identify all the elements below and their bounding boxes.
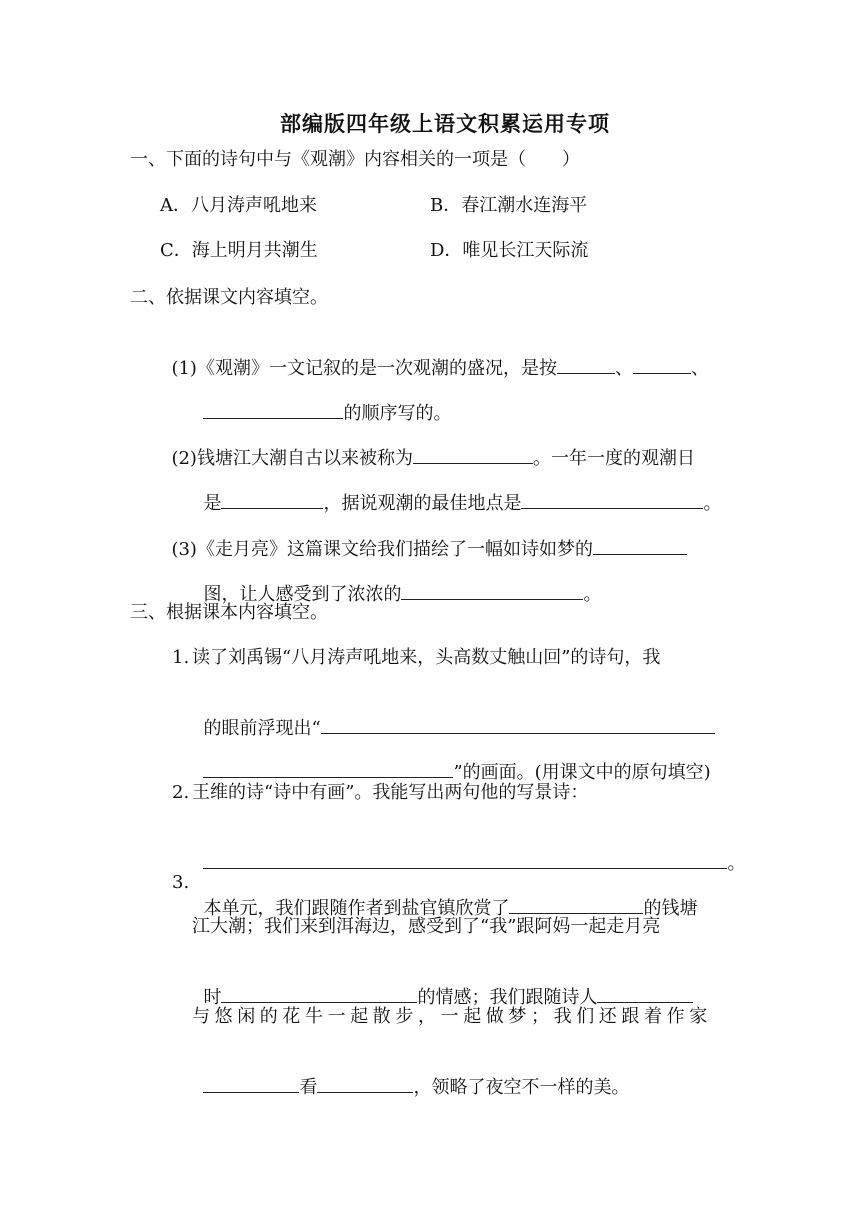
answer-blank[interactable] (413, 445, 533, 464)
answer-blank[interactable] (321, 715, 715, 734)
q2-stem: 二、依据课文内容填空。 (130, 287, 328, 308)
q3-item-3-line5 (192, 1050, 629, 1100)
q3-stem: 三、根据课本内容填空。 (130, 602, 328, 623)
q2-item-3-number: (3) (171, 539, 197, 560)
q2-item-1-end: 的顺序写的。 (343, 403, 452, 424)
q3-item-1-end: ”的画面。(用课文中的原句填空) (453, 762, 711, 783)
answer-blank[interactable] (509, 895, 643, 914)
q3-item-3-text4: 时 (203, 987, 222, 1008)
q1-option-d[interactable]: D．唯见长江天际流 (430, 240, 589, 261)
q3-item-2-cont (192, 826, 745, 876)
q2-item-3-cont (192, 557, 601, 607)
separator: 、 (614, 358, 633, 379)
answer-blank[interactable] (633, 355, 691, 374)
answer-blank[interactable] (317, 1074, 413, 1093)
q3-item-3-line2: 江大潮；我们来到洱海边，感受到了“我”跟阿妈一起走月亮 (192, 916, 661, 937)
answer-blank[interactable] (221, 984, 417, 1003)
q1-option-b[interactable]: B．春江潮水连海平 (430, 195, 588, 216)
q3-item-2-number: 2. (172, 782, 190, 803)
q3-item-3-text2: 的钱塘 (643, 898, 698, 919)
q2-item-1-text: 《观潮》一文记叙的是一次观潮的盛况，是按 (196, 358, 557, 379)
q2-item-3-text2: 图，让人感受到了浓浓的 (203, 584, 402, 605)
q1-option-c[interactable]: C．海上明月共潮生 (160, 240, 318, 261)
q2-item-2-text4: ，据说观潮的最佳地点是 (323, 493, 522, 514)
q2-item-2 (160, 421, 695, 471)
q2-item-2-cont (192, 466, 721, 516)
answer-blank[interactable] (203, 759, 453, 778)
answer-blank[interactable] (557, 355, 615, 374)
q1-option-a[interactable]: A．八月涛声吼地来 (160, 195, 317, 216)
answer-blank[interactable] (203, 1074, 299, 1093)
answer-blank[interactable] (401, 581, 583, 600)
answer-blank[interactable] (593, 536, 687, 555)
q3-item-3-line1 (192, 871, 697, 921)
answer-blank[interactable] (203, 850, 727, 869)
q3-item-3-end: ，领略了夜空不一样的美。 (413, 1077, 630, 1098)
answer-blank[interactable] (597, 984, 693, 1003)
q3-item-3-line3 (192, 960, 693, 1010)
q3-item-1-text2: 的眼前浮现出“ (203, 718, 321, 739)
q3-item-3-line4: 与悠闲的花牛一起散步，一起做梦；我们还跟着作家 (192, 1006, 712, 1027)
q1-stem: 一、下面的诗句中与《观潮》内容相关的一项是（ ） (130, 149, 580, 170)
answer-blank[interactable] (221, 490, 323, 509)
separator: 、 (690, 358, 709, 379)
q2-item-3-text: 《走月亮》这篇课文给我们描绘了一幅如诗如梦的 (196, 539, 593, 560)
answer-blank[interactable] (521, 490, 703, 509)
q2-item-1-number: (1) (171, 358, 197, 379)
q3-item-3-text5: 的情感；我们跟随诗人 (417, 987, 598, 1008)
q2-item-1 (160, 331, 709, 381)
q3-item-1-text: 读了刘禹锡“八月涛声吼地来，头高数丈触山回”的诗句，我 (192, 647, 661, 668)
q3-item-1-cont (192, 691, 715, 741)
q2-item-2-text: 钱塘江大潮自古以来被称为 (196, 448, 413, 469)
q3-item-3-number: 3. (172, 872, 190, 893)
q2-item-2-text3: 是 (203, 493, 222, 514)
page-title: 部编版四年级上语文积累运用专项 (280, 111, 610, 136)
answer-blank[interactable] (203, 400, 343, 419)
q2-item-2-number: (2) (171, 448, 197, 469)
q2-item-3 (160, 512, 687, 562)
q3-item-1-cont2 (192, 735, 711, 785)
q3-item-3-text7: 看 (299, 1077, 318, 1098)
q3-item-2-end: 。 (727, 853, 746, 874)
q2-item-1-cont (192, 376, 451, 426)
q3-item-2-text: 王维的诗“诗中有画”。我能写出两句他的写景诗： (192, 782, 589, 803)
q3-item-1-number: 1. (172, 647, 190, 668)
q2-item-3-end: 。 (583, 584, 602, 605)
q3-item-3-text: 本单元，我们跟随作者到盐官镇欣赏了 (203, 898, 510, 919)
q2-item-2-end: 。 (703, 493, 722, 514)
q2-item-2-text2: 。一年一度的观潮日 (532, 448, 695, 469)
